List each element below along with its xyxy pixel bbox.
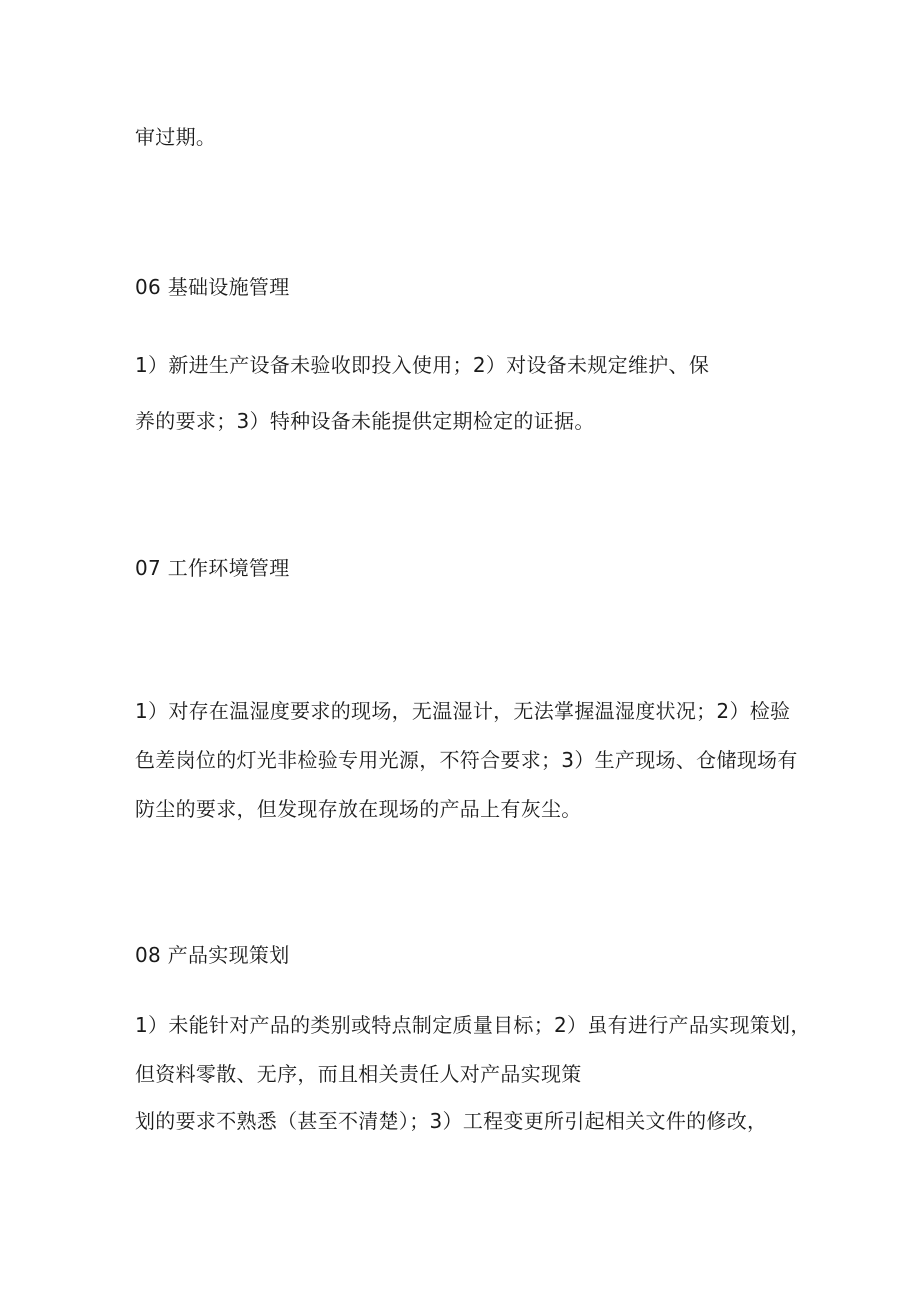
section-08-line-1: 1）未能针对产品的类别或特点制定质量目标；2）虽有进行产品实现策划， (135, 1013, 811, 1037)
section-heading-08: 08 产品实现策划 (135, 943, 290, 967)
paragraph-tail: 审过期。 (135, 125, 217, 149)
section-heading-06: 06 基础设施管理 (135, 275, 290, 299)
section-07-line-3: 防尘的要求，但发现存放在现场的产品上有灰尘。 (135, 797, 582, 821)
section-07-line-1: 1）对存在温湿度要求的现场，无温湿计，无法掌握温湿度状况；2）检验 (135, 699, 791, 723)
section-07-line-2: 色差岗位的灯光非检验专用光源，不符合要求；3）生产现场、仓储现场有 (135, 748, 798, 772)
section-heading-07: 07 工作环境管理 (135, 556, 290, 580)
section-06-line-2: 养的要求；3）特种设备未能提供定期检定的证据。 (135, 409, 595, 433)
section-08-line-2: 但资料零散、无序，而且相关责任人对产品实现策 (135, 1062, 582, 1086)
section-06-line-1: 1）新进生产设备未验收即投入使用；2）对设备未规定维护、保 (135, 353, 710, 377)
section-08-line-3: 划的要求不熟悉（甚至不清楚）；3）工程变更所引起相关文件的修改， (135, 1109, 768, 1133)
